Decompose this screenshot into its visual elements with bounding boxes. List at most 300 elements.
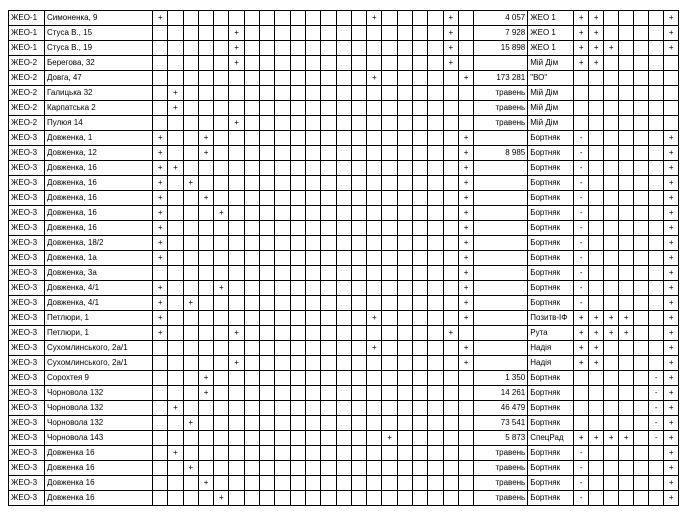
zheo-cell: ЖЕО-3 <box>9 221 45 236</box>
mark-cell <box>168 371 183 386</box>
mark-cell <box>260 146 275 161</box>
mark-cell <box>214 41 229 56</box>
mark-cell <box>413 161 428 176</box>
status-cell: + <box>604 326 619 341</box>
mark-cell <box>428 431 443 446</box>
mark-cell <box>168 236 183 251</box>
contractor-cell: Бортняк <box>528 281 574 296</box>
mark-cell <box>351 371 366 386</box>
address-cell: Довженка 16 <box>45 461 153 476</box>
status-cell <box>634 161 649 176</box>
mark-cell <box>290 251 305 266</box>
status-cell: - <box>649 416 664 431</box>
status-cell <box>604 416 619 431</box>
mark-cell <box>413 476 428 491</box>
mark-cell <box>305 386 320 401</box>
mark-cell: + <box>443 26 458 41</box>
mark-cell <box>183 101 198 116</box>
status-cell <box>604 281 619 296</box>
mark-cell <box>428 206 443 221</box>
mark-cell <box>183 491 198 506</box>
mark-cell <box>336 326 351 341</box>
table-row <box>9 56 679 71</box>
mark-cell <box>275 86 290 101</box>
table-row <box>9 86 679 101</box>
address-cell: Довженка, 4/1 <box>45 281 153 296</box>
status-cell <box>619 416 634 431</box>
zheo-cell: ЖЕО-3 <box>9 491 45 506</box>
status-cell <box>649 446 664 461</box>
mark-cell: + <box>198 146 213 161</box>
mark-cell <box>168 416 183 431</box>
mark-cell: + <box>153 326 168 341</box>
mark-cell <box>275 431 290 446</box>
mark-cell <box>351 116 366 131</box>
mark-cell <box>458 431 473 446</box>
mark-cell <box>351 356 366 371</box>
address-cell: Довженка, 1а <box>45 251 153 266</box>
mark-cell <box>321 311 336 326</box>
amount-cell: 1 350 <box>474 371 528 386</box>
mark-cell <box>260 116 275 131</box>
mark-cell <box>336 386 351 401</box>
mark-cell <box>382 476 397 491</box>
mark-cell <box>214 176 229 191</box>
mark-cell <box>305 101 320 116</box>
mark-cell <box>214 476 229 491</box>
status-cell <box>589 281 604 296</box>
mark-cell <box>260 431 275 446</box>
status-cell <box>634 236 649 251</box>
mark-cell <box>260 401 275 416</box>
mark-cell <box>183 221 198 236</box>
mark-cell <box>443 281 458 296</box>
mark-cell <box>229 131 244 146</box>
mark-cell <box>305 191 320 206</box>
mark-cell <box>153 71 168 86</box>
mark-cell <box>290 176 305 191</box>
status-cell: - <box>574 146 589 161</box>
mark-cell <box>428 221 443 236</box>
mark-cell <box>382 341 397 356</box>
mark-cell <box>153 86 168 101</box>
status-cell <box>619 206 634 221</box>
mark-cell <box>458 476 473 491</box>
mark-cell <box>214 431 229 446</box>
status-cell <box>574 401 589 416</box>
table-row <box>9 491 679 506</box>
status-cell: - <box>574 176 589 191</box>
mark-cell <box>336 11 351 26</box>
status-cell: + <box>664 296 679 311</box>
status-cell <box>619 146 634 161</box>
mark-cell <box>275 386 290 401</box>
mark-cell <box>198 461 213 476</box>
contractor-cell: Бортняк <box>528 416 574 431</box>
mark-cell <box>458 491 473 506</box>
status-cell: + <box>664 221 679 236</box>
mark-cell <box>214 326 229 341</box>
mark-cell <box>168 146 183 161</box>
mark-cell <box>351 86 366 101</box>
mark-cell <box>305 176 320 191</box>
mark-cell <box>397 191 412 206</box>
mark-cell <box>305 461 320 476</box>
status-cell <box>619 101 634 116</box>
table-row <box>9 311 679 326</box>
mark-cell <box>443 476 458 491</box>
mark-cell <box>260 281 275 296</box>
table-row <box>9 191 679 206</box>
zheo-cell: ЖЕО-2 <box>9 71 45 86</box>
status-cell <box>619 491 634 506</box>
mark-cell <box>168 281 183 296</box>
status-cell <box>589 296 604 311</box>
mark-cell <box>229 161 244 176</box>
status-cell <box>619 461 634 476</box>
status-cell <box>619 56 634 71</box>
status-cell: + <box>589 431 604 446</box>
mark-cell <box>351 311 366 326</box>
mark-cell <box>290 71 305 86</box>
status-cell <box>604 116 619 131</box>
mark-cell <box>198 161 213 176</box>
mark-cell <box>290 401 305 416</box>
status-cell <box>634 446 649 461</box>
amount-cell: 14 261 <box>474 386 528 401</box>
zheo-cell: ЖЕО-3 <box>9 161 45 176</box>
address-cell: Сухомлинського, 2а/1 <box>45 341 153 356</box>
mark-cell <box>367 161 382 176</box>
table-row <box>9 326 679 341</box>
mark-cell <box>397 206 412 221</box>
status-cell: - <box>574 221 589 236</box>
mark-cell <box>321 206 336 221</box>
zheo-cell: ЖЕО-3 <box>9 146 45 161</box>
mark-cell <box>183 71 198 86</box>
mark-cell <box>351 236 366 251</box>
status-cell <box>634 26 649 41</box>
status-cell <box>589 446 604 461</box>
status-cell <box>664 116 679 131</box>
address-cell: Довженка 16 <box>45 446 153 461</box>
mark-cell <box>413 71 428 86</box>
status-cell <box>604 236 619 251</box>
status-cell <box>634 41 649 56</box>
contractor-cell: "ВО" <box>528 71 574 86</box>
mark-cell: + <box>214 206 229 221</box>
status-cell <box>649 341 664 356</box>
mark-cell <box>443 341 458 356</box>
mark-cell: + <box>367 311 382 326</box>
address-cell: Пулюя 14 <box>45 116 153 131</box>
mark-cell <box>351 386 366 401</box>
status-cell <box>604 71 619 86</box>
mark-cell <box>382 146 397 161</box>
mark-cell <box>168 311 183 326</box>
mark-cell <box>413 431 428 446</box>
mark-cell: + <box>229 116 244 131</box>
mark-cell <box>367 116 382 131</box>
mark-cell <box>290 461 305 476</box>
status-cell: + <box>664 476 679 491</box>
mark-cell <box>367 281 382 296</box>
zheo-cell: ЖЕО-3 <box>9 461 45 476</box>
mark-cell <box>183 131 198 146</box>
mark-cell: + <box>153 131 168 146</box>
table-row <box>9 266 679 281</box>
mark-cell <box>428 11 443 26</box>
mark-cell <box>443 296 458 311</box>
table-row <box>9 206 679 221</box>
status-cell: - <box>649 401 664 416</box>
status-cell: - <box>574 161 589 176</box>
status-cell <box>649 461 664 476</box>
mark-cell <box>229 476 244 491</box>
mark-cell <box>321 236 336 251</box>
mark-cell <box>397 356 412 371</box>
address-cell: Довженка 16 <box>45 476 153 491</box>
status-cell <box>604 176 619 191</box>
mark-cell <box>413 266 428 281</box>
mark-cell <box>413 311 428 326</box>
mark-cell <box>458 401 473 416</box>
status-cell: + <box>589 26 604 41</box>
status-cell <box>589 476 604 491</box>
mark-cell <box>198 401 213 416</box>
amount-cell <box>474 236 528 251</box>
contractor-cell: Бортняк <box>528 476 574 491</box>
mark-cell <box>397 281 412 296</box>
mark-cell <box>290 491 305 506</box>
mark-cell <box>413 26 428 41</box>
zheo-cell: ЖЕО-1 <box>9 26 45 41</box>
mark-cell <box>214 26 229 41</box>
mark-cell <box>321 161 336 176</box>
mark-cell <box>183 26 198 41</box>
mark-cell <box>244 206 259 221</box>
zheo-cell: ЖЕО-3 <box>9 176 45 191</box>
mark-cell <box>443 101 458 116</box>
status-cell <box>649 236 664 251</box>
status-cell <box>649 86 664 101</box>
mark-cell <box>458 56 473 71</box>
address-cell: Довженка, 16 <box>45 191 153 206</box>
mark-cell <box>198 116 213 131</box>
mark-cell <box>275 251 290 266</box>
mark-cell <box>413 191 428 206</box>
mark-cell: + <box>229 356 244 371</box>
mark-cell <box>168 251 183 266</box>
address-cell: Чорновола 132 <box>45 416 153 431</box>
housing-maintenance-table <box>8 10 679 506</box>
mark-cell <box>397 476 412 491</box>
status-cell <box>634 416 649 431</box>
mark-cell <box>413 371 428 386</box>
mark-cell <box>305 416 320 431</box>
mark-cell <box>305 146 320 161</box>
mark-cell <box>244 431 259 446</box>
mark-cell <box>198 11 213 26</box>
status-cell <box>574 116 589 131</box>
mark-cell: + <box>153 11 168 26</box>
mark-cell <box>321 296 336 311</box>
mark-cell <box>336 341 351 356</box>
mark-cell <box>336 116 351 131</box>
mark-cell <box>260 56 275 71</box>
mark-cell <box>367 416 382 431</box>
mark-cell <box>321 146 336 161</box>
mark-cell <box>351 251 366 266</box>
mark-cell: + <box>153 146 168 161</box>
mark-cell <box>428 251 443 266</box>
mark-cell <box>153 26 168 41</box>
table-row <box>9 281 679 296</box>
table-row <box>9 116 679 131</box>
mark-cell <box>305 401 320 416</box>
status-cell <box>634 206 649 221</box>
zheo-cell: ЖЕО-3 <box>9 281 45 296</box>
status-cell <box>604 371 619 386</box>
zheo-cell: ЖЕО-3 <box>9 401 45 416</box>
mark-cell <box>214 236 229 251</box>
mark-cell <box>443 446 458 461</box>
mark-cell <box>397 266 412 281</box>
mark-cell <box>183 356 198 371</box>
mark-cell <box>367 206 382 221</box>
status-cell <box>649 11 664 26</box>
status-cell: + <box>574 341 589 356</box>
mark-cell <box>397 41 412 56</box>
address-cell: Стуса В., 19 <box>45 41 153 56</box>
mark-cell <box>229 341 244 356</box>
mark-cell: + <box>198 371 213 386</box>
mark-cell <box>443 356 458 371</box>
mark-cell <box>290 431 305 446</box>
status-cell <box>619 41 634 56</box>
status-cell <box>634 131 649 146</box>
amount-cell: 8 985 <box>474 146 528 161</box>
mark-cell <box>321 86 336 101</box>
mark-cell <box>351 266 366 281</box>
status-cell <box>664 101 679 116</box>
zheo-cell: ЖЕО-3 <box>9 476 45 491</box>
mark-cell <box>214 296 229 311</box>
mark-cell <box>367 101 382 116</box>
mark-cell: + <box>153 236 168 251</box>
mark-cell <box>260 26 275 41</box>
mark-cell <box>321 401 336 416</box>
mark-cell <box>198 326 213 341</box>
status-cell <box>619 116 634 131</box>
mark-cell <box>244 71 259 86</box>
mark-cell: + <box>443 326 458 341</box>
address-cell: Довженка 16 <box>45 491 153 506</box>
mark-cell: + <box>458 161 473 176</box>
mark-cell <box>275 206 290 221</box>
mark-cell <box>397 161 412 176</box>
mark-cell <box>382 461 397 476</box>
mark-cell <box>275 236 290 251</box>
status-cell: + <box>574 26 589 41</box>
mark-cell <box>336 431 351 446</box>
mark-cell <box>428 266 443 281</box>
address-cell: Галицька 32 <box>45 86 153 101</box>
mark-cell <box>397 296 412 311</box>
mark-cell: + <box>443 41 458 56</box>
mark-cell <box>336 71 351 86</box>
mark-cell <box>458 371 473 386</box>
status-cell <box>604 56 619 71</box>
mark-cell <box>290 281 305 296</box>
status-cell <box>604 356 619 371</box>
mark-cell <box>168 131 183 146</box>
amount-cell <box>474 311 528 326</box>
mark-cell <box>413 356 428 371</box>
amount-cell: 5 873 <box>474 431 528 446</box>
mark-cell <box>183 41 198 56</box>
amount-cell <box>474 326 528 341</box>
mark-cell <box>351 461 366 476</box>
status-cell: + <box>589 56 604 71</box>
mark-cell <box>153 431 168 446</box>
mark-cell <box>198 71 213 86</box>
mark-cell: + <box>458 176 473 191</box>
status-cell <box>604 266 619 281</box>
zheo-cell: ЖЕО-3 <box>9 431 45 446</box>
mark-cell <box>183 401 198 416</box>
mark-cell <box>428 341 443 356</box>
mark-cell <box>443 86 458 101</box>
mark-cell <box>214 86 229 101</box>
mark-cell <box>275 401 290 416</box>
mark-cell <box>290 206 305 221</box>
mark-cell <box>229 176 244 191</box>
status-cell <box>619 446 634 461</box>
mark-cell <box>168 341 183 356</box>
mark-cell: + <box>183 416 198 431</box>
zheo-cell: ЖЕО-3 <box>9 446 45 461</box>
status-cell <box>619 266 634 281</box>
amount-cell <box>474 221 528 236</box>
status-cell: + <box>664 281 679 296</box>
mark-cell <box>443 491 458 506</box>
mark-cell <box>305 221 320 236</box>
mark-cell: + <box>153 311 168 326</box>
mark-cell <box>397 341 412 356</box>
mark-cell <box>305 26 320 41</box>
status-cell: + <box>574 431 589 446</box>
mark-cell <box>198 236 213 251</box>
mark-cell <box>153 416 168 431</box>
status-cell <box>589 116 604 131</box>
mark-cell <box>382 206 397 221</box>
mark-cell <box>244 326 259 341</box>
mark-cell <box>321 281 336 296</box>
mark-cell <box>260 491 275 506</box>
mark-cell <box>305 206 320 221</box>
amount-cell <box>474 251 528 266</box>
mark-cell <box>367 356 382 371</box>
mark-cell: + <box>214 491 229 506</box>
mark-cell <box>229 71 244 86</box>
mark-cell <box>367 446 382 461</box>
mark-cell <box>229 266 244 281</box>
mark-cell <box>229 401 244 416</box>
mark-cell <box>336 401 351 416</box>
mark-cell <box>443 311 458 326</box>
status-cell: - <box>649 371 664 386</box>
